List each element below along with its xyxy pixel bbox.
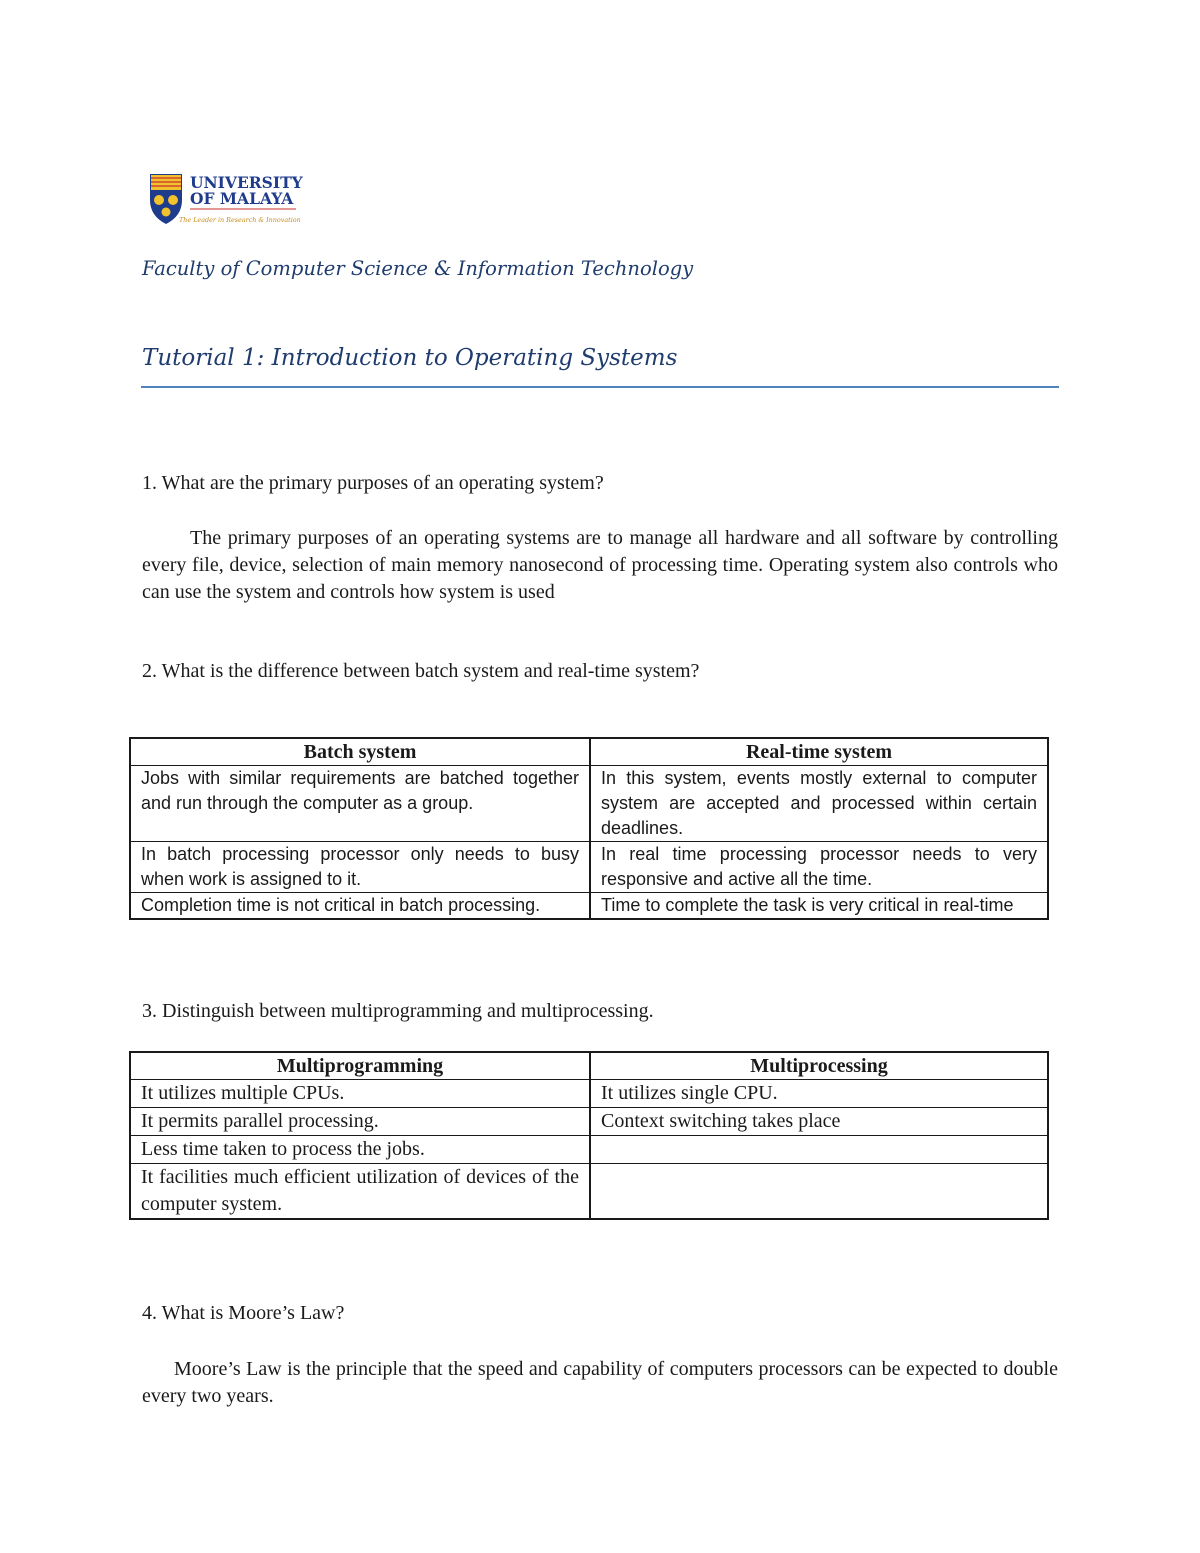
table-cell: Jobs with similar requirements are batched together and run through the computer as a group. <box>130 766 590 842</box>
table-cell: Completion time is not critical in batch processing. <box>130 893 590 920</box>
table-cell: In real time processing processor needs to very responsive and active all the time. <box>590 842 1048 893</box>
table-header-row <box>130 738 1048 766</box>
table-cell: It facilities much efficient utilization of devices of the computer system. <box>130 1164 590 1220</box>
table-header-cell: Multiprocessing <box>590 1052 1048 1080</box>
table-header-cell: Batch system <box>130 738 590 766</box>
multiprogramming-vs-multiprocessing-table <box>129 1051 1049 1220</box>
table-header-row <box>130 1052 1048 1080</box>
table-row <box>130 842 1048 893</box>
table-cell: Less time taken to process the jobs. <box>130 1136 590 1164</box>
table-header-cell: Real-time system <box>590 738 1048 766</box>
table-row <box>130 1108 1048 1136</box>
table-cell: Context switching takes place <box>590 1108 1048 1136</box>
svg-text:UNIVERSITY: UNIVERSITY <box>190 173 303 192</box>
batch-vs-realtime-table <box>129 737 1049 920</box>
university-logo <box>146 170 306 230</box>
page-title: Tutorial 1: Introduction to Operating Systems <box>142 345 678 371</box>
table-cell: In batch processing processor only needs to busy when work is assigned to it. <box>130 842 590 893</box>
table-cell: It utilizes multiple CPUs. <box>130 1080 590 1108</box>
svg-text:OF MALAYA: OF MALAYA <box>190 189 294 208</box>
table-row <box>130 1164 1048 1220</box>
table-cell <box>590 1164 1048 1220</box>
table-row <box>130 766 1048 842</box>
table-row <box>130 893 1048 920</box>
question-3: 3. Distinguish between multiprogramming and multiprocessing. <box>142 1000 654 1022</box>
table-cell: It utilizes single CPU. <box>590 1080 1048 1108</box>
title-divider <box>141 386 1059 388</box>
table-cell: It permits parallel processing. <box>130 1108 590 1136</box>
question-4: 4. What is Moore’s Law? <box>142 1302 345 1324</box>
answer-1: The primary purposes of an operating systems are to manage all hardware and all software by controlling every file, device, selection of main memory nanosecond of processing time. Operating system also controls who can use the system and controls how system is used <box>142 527 1058 603</box>
answer-4: Moore’s Law is the principle that the speed and capability of computers processors can be expected to double every two years. <box>142 1358 1058 1407</box>
question-2: 2. What is the difference between batch system and real-time system? <box>142 660 700 682</box>
table-header-cell: Multiprogramming <box>130 1052 590 1080</box>
svg-text:The Leader in Research & Innov: The Leader in Research & Innovation <box>179 216 301 224</box>
table-cell: In this system, events mostly external to computer system are accepted and processed within certain deadlines. <box>590 766 1048 842</box>
faculty-heading: Faculty of Computer Science & Information Technology <box>142 257 694 280</box>
table-cell <box>590 1136 1048 1164</box>
table-row <box>130 1136 1048 1164</box>
table-row <box>130 1080 1048 1108</box>
question-1: 1. What are the primary purposes of an operating system? <box>142 472 604 494</box>
table-cell: Time to complete the task is very critical in real-time <box>590 893 1048 920</box>
